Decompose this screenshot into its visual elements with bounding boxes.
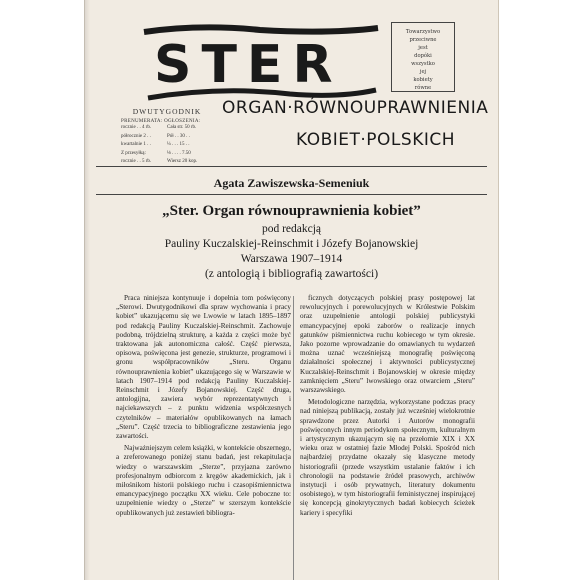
subtitle-line: Pauliny Kuczalskiej-Reinschmit i Józefy Bojanowskiej: [164, 238, 419, 250]
ster-logo-graphic: [140, 24, 382, 102]
subscription-right: ¼ . . . 15 . .: [167, 142, 190, 147]
ster-logo: [140, 24, 382, 102]
subscription-box: [121, 107, 213, 167]
subscription-left: Z przesyłką:: [121, 150, 146, 156]
masthead-line-1: ORGAN·RÓWNOUPRAWNIENIA: [222, 98, 489, 118]
subtitle-line: pod redakcją: [261, 223, 322, 235]
stamp-line: kobiety: [413, 77, 433, 83]
book-title: „Ster. Organ równouprawnienia kobiet”: [162, 203, 421, 219]
body-paragraph: Najważniejszym celem książki, w kontekście obszernego, a zreferowanego poniżej stanu badań, jest rekapitulacja wiedzy o warszawskim „Sterze”, przyjazna zarówno profesjonalnym odbiorcom z kręgów akademickich, jak i miłośnikom historii polskiego ruchu i czasopiśmiennictwa emancypacyjnego początku XX wieku. Cele poboczne to: uzupełnienie wiedzy o „Sterze” w szerszym kontekście opublikowanych już zestawień bibliogra-: [116, 444, 291, 517]
divider-rule: [96, 194, 487, 195]
subscription-row: [121, 133, 213, 142]
stamp-line: jest: [418, 45, 428, 51]
subscription-right: ⅛ . . . . 7.50: [167, 150, 191, 156]
stamp-line: wszystko: [411, 61, 435, 67]
stamp-line: dopóki: [414, 53, 432, 59]
ster-logo-text: STER: [154, 35, 343, 95]
subtitle-line: (z antologią i bibliografią zawartości): [204, 268, 379, 280]
subscription-right: Pół . . 30 . .: [167, 133, 190, 139]
masthead-line-2: KOBIET·POLSKICH: [296, 130, 456, 150]
subscription-left: kwartalnie 1 . .: [121, 142, 151, 147]
body-paragraph: Metodologiczne narzędzia, wykorzystane podczas pracy nad niniejszą publikacją, zostały już wcześniej wielokrotnie sprawdzone przez Autorki i Autorów monografii poświęconych innym periodykom społecznym, kulturalnym i artystycznym ukazującym się na przełomie XIX i XX wieku oraz w ostatniej fazie Młodej Polski. Spośród nich najbardziej przydatne okazały się klasyczne metody historiografii (przede wszystkim ustalanie faktów i ich chronologii na podstawie źródeł prasowych, archiwów instytucji i osób prywatnych, literatury dokumentu osobistego), w tym historiografii feministycznej inspirującej się koncepcją ginokrytycznych badań kobiecych ścieżek kariery i specyfiki: [300, 398, 475, 517]
stamp-line: Towarzystwo: [405, 29, 441, 35]
masthead-subtitle: [222, 98, 489, 150]
stamp-line: jej: [419, 69, 427, 75]
subscription-title: DWUTYGODNIK: [132, 107, 202, 116]
body-paragraph: ficznych dotyczących polskiej prasy postępowej lat rewolucyjnych i porewolucyjnych w Królestwie Polskim oraz uzupełnienie antologii polskiej publicystyki emancypacyjnej epoki zaborów o realizacje innych gatunków piśmiennictwa ruchu kobiecego w tym okresie. Jako pozorne wprowadzanie do omawianych tu wydarzeń można uznać wcześniejszą monografię poświęconą działalności społecznej i aktywności publicystycznej Kuczalskiej-Reinschmit i Bojanowskiej w okresie między zamknięciem „Steru” lwowskiego oraz otwarciem „Steru” warszawskiego.: [300, 294, 475, 395]
subscription-left: rocznie . . 4 rb.: [121, 125, 152, 130]
subscription-left: półrocznie 2 . .: [121, 133, 151, 139]
divider-rule: [96, 166, 487, 167]
subscription-right: Wiersz 20 kop.: [167, 159, 198, 164]
subtitle-line: Warszawa 1907–1914: [240, 253, 343, 265]
subscription-row: [121, 124, 213, 133]
subscription-left: rocznie . . 5 rb.: [121, 159, 152, 164]
subscription-right: Cała str. 50 rb.: [167, 125, 197, 130]
spine-shadow: [84, 0, 90, 580]
subscription-header: PRENUMERATA: OGŁOSZENIA:: [121, 119, 201, 124]
stamp-line: przeciwne: [409, 37, 437, 43]
subscription-row: [121, 150, 213, 159]
stamp-box: [391, 22, 455, 92]
stamp-line: równe: [414, 85, 432, 91]
subscription-row: [121, 141, 213, 150]
body-paragraph: Praca niniejsza kontynuuje i dopełnia tom poświęcony „Sterowi. Dwutygodnikowi dla spraw wychowania i pracy kobiet” ukazującemu się we Lwowie w latach 1895–1897 pod redakcją Pauliny Kuczalskiej-Reinschmit. Zachowuje podobną, trójdzielną strukturę, a każda z części może być traktowana jak autonomiczna całość. Część pierwsza, opisowa, poświęcona jest genezie, strukturze, programowi i gronu współpracowników „Steru. Organu równouprawnienia kobiet” ukazującego się w Warszawie w latach 1907–1914 pod redakcją Pauliny Kuczalskiej-Reinschmit i Józefy Bojanowskiej. Część druga, antologijna, zawiera wybór reprezentatywnych i najciekawszych – z punktu widzenia współczesnych czytelników – materiałów opublikowanych na łamach „Steru”. Część trzecia to bibliograficzne zestawienia jego zawartości.: [116, 294, 291, 441]
body-column-left: [116, 294, 291, 518]
author-name: Agata Zawiszewska-Semeniuk: [213, 176, 370, 190]
column-divider: [293, 296, 294, 580]
body-column-right: [300, 294, 475, 518]
